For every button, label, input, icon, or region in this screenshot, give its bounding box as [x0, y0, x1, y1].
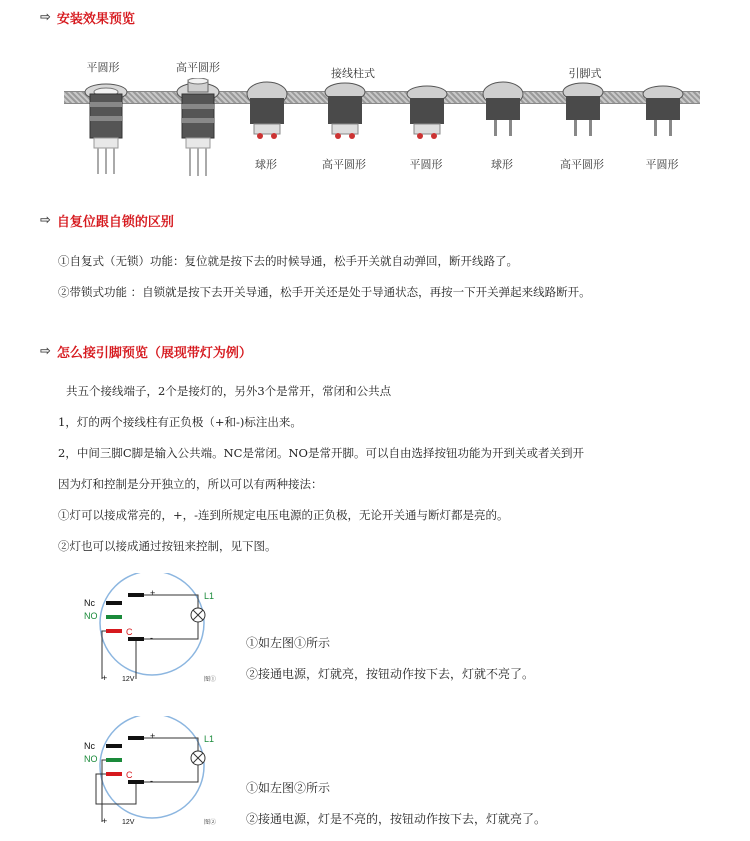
plus-label: +: [150, 731, 156, 741]
section-title: 自复位跟自锁的区别: [56, 215, 174, 230]
section-title: 怎么接引脚预览（展现带灯为例）: [56, 346, 252, 361]
minus-label: -: [150, 633, 153, 643]
c-label: C: [126, 627, 133, 637]
wiring-diagram-1: [80, 573, 230, 691]
lamp-label: L1: [204, 734, 215, 744]
lamp-minus-terminal: [128, 637, 144, 641]
nc-terminal: [106, 601, 122, 605]
supply-plus-label: +: [102, 673, 108, 683]
top-label-pin-type: 引脚式: [568, 67, 602, 80]
bottom-label: 平圆形: [409, 158, 443, 171]
lamp-label: L1: [204, 591, 215, 601]
no-label: NO: [84, 611, 98, 621]
no-label: NO: [84, 754, 98, 764]
diagram-1-note-2: ②接通电源，灯就亮，按钮动作按下去，灯就不亮了。: [246, 667, 535, 681]
bottom-label: 平圆形: [645, 158, 679, 171]
lamp-minus-terminal: [128, 780, 144, 784]
arrow-right-icon: ⇨: [40, 213, 51, 228]
figure-tag: 图①: [204, 677, 217, 683]
no-terminal: [106, 615, 122, 619]
section-title: 安装效果预览: [56, 12, 135, 27]
button-image-high-flat-pin: [560, 80, 606, 144]
button-image-ball-terminal: [244, 80, 290, 144]
c-terminal: [106, 772, 122, 776]
wiring-line-1: 共五个接线端子，2个是接灯的，另外3个是常开，常闭和公共点: [66, 384, 392, 398]
button-image-flat-pin: [640, 80, 686, 144]
section-heading-reset: [40, 211, 174, 230]
figure-tag: 图②: [204, 820, 217, 826]
minus-label: -: [150, 776, 153, 786]
wiring-line-3: 2，中间三脚C脚是输入公共端。NC是常闭。NO是常开脚。可以自由选择按钮功能为开到关或者关到开: [58, 446, 584, 460]
diagram-1-note-1: ①如左图①所示: [246, 636, 331, 650]
button-image-ball-pin: [480, 80, 526, 144]
c-terminal: [106, 629, 122, 633]
bottom-label: 球形: [491, 158, 513, 171]
wiring-diagram-2: [80, 716, 230, 834]
lamp-plus-terminal: [128, 593, 144, 597]
plus-label: +: [150, 588, 156, 598]
top-label-terminal-type: 接线柱式: [331, 67, 375, 80]
reset-line-1: ①自复式（无锁）功能：复位就是按下去的时候导通，松手开关就自动弹回，断开线路了。: [58, 254, 518, 268]
nc-terminal: [106, 744, 122, 748]
arrow-right-icon: ⇨: [40, 344, 51, 359]
wiring-line-4: 因为灯和控制是分开独立的，所以可以有两种接法：: [58, 477, 323, 491]
button-image-high-flat-round: [174, 78, 222, 178]
reset-line-2: ②带锁式功能 ：自锁就是按下去开关导通，松手开关还是处于导通状态，再按一下开关弹起来线路断开。: [58, 285, 591, 299]
nc-label: Nc: [84, 741, 95, 751]
top-label-high-flat-round: 高平圆形: [176, 61, 220, 74]
c-label: C: [126, 770, 133, 780]
supply-plus-label: +: [102, 816, 108, 826]
lamp-plus-terminal: [128, 736, 144, 740]
button-image-flat-round: [82, 80, 130, 176]
button-image-high-flat-terminal: [322, 80, 368, 144]
no-terminal: [106, 758, 122, 762]
voltage-label: 12V: [122, 819, 135, 826]
bottom-label: 高平圆形: [322, 158, 366, 171]
nc-label: Nc: [84, 598, 95, 608]
bottom-label: 球形: [255, 158, 277, 171]
section-heading-install: [40, 8, 135, 27]
bottom-label: 高平圆形: [560, 158, 604, 171]
wiring-line-5: ①灯可以接成常亮的，+，-连到所规定电压电源的正负极，无论开关通与断灯都是亮的。: [58, 508, 509, 522]
diagram-2-note-2: ②接通电源，灯是不亮的，按钮动作按下去，灯就亮了。: [246, 812, 547, 826]
wiring-line-2: 1，灯的两个接线柱有正负极（+和-)标注出来。: [58, 415, 302, 429]
button-image-flat-terminal: [404, 80, 450, 144]
voltage-label: 12V: [122, 676, 135, 683]
diagram-2-note-1: ①如左图②所示: [246, 781, 331, 795]
top-label-flat-round: 平圆形: [86, 61, 120, 74]
section-heading-wiring: [40, 342, 252, 361]
wiring-line-6: ②灯也可以接成通过按钮来控制，见下图。: [58, 539, 277, 553]
arrow-right-icon: ⇨: [40, 10, 51, 25]
